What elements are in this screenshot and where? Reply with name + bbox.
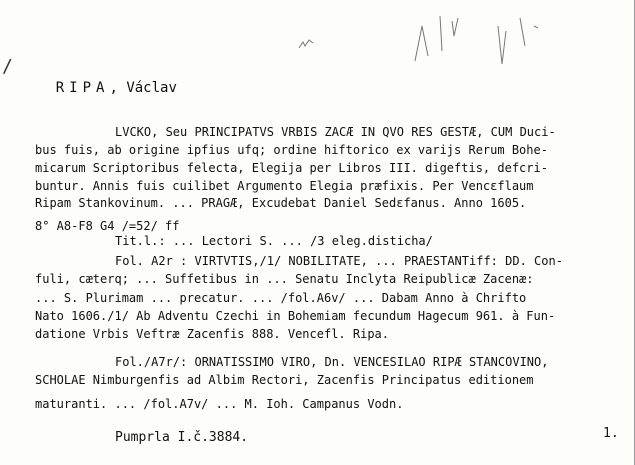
body-line: micarum Scriptoribus felecta, Elegija per Libros III. digeftis, defcri- — [35, 161, 548, 175]
body-line: maturanti. ... /fol.A7v/ ... M. Ioh. Campanus Vodn. — [35, 397, 404, 411]
body-line: ... S. Plurimam ... precatur. ... /fol.A6v/ ... Dabam Anno à Chrifto — [35, 291, 527, 305]
shelfmark: Pumprla I.č.3884. — [115, 430, 249, 445]
body-line: Fol. A2r : VIRTVTIS,/1/ NOBILITATE, ... PRAESTANTiff: DD. Con- — [115, 254, 563, 268]
body-line: fuli, cæterq; ... Suffetibus in ... Senatu Inclyta Reipublicæ Zacenæ: — [35, 272, 534, 286]
body-line: Ripam Stankovinum. ... PRAGÆ, Excudebat Daniel Sedεfanus. Anno 1605. — [35, 196, 527, 210]
body-line: Fol./A7r/: ORNATISSIMO VIRO, Dn. VENCESILAO RIPÆ STANCOVINO, — [115, 355, 549, 369]
card-number: 1. — [603, 426, 619, 441]
body-line: Tit.l.: ... Lectori S. ... /3 eleg.disticha/ — [115, 234, 433, 248]
pencil-scribble-top-right — [410, 6, 570, 66]
author-given-name: Václav — [126, 80, 177, 96]
heading-separator: , — [109, 80, 118, 96]
body-line: Nato 1606./1/ Ab Adventu Czechi in Bohemiam fecundum Hagecum 961. à Fun- — [35, 309, 556, 323]
author-surname: RIPA — [55, 80, 110, 96]
heading-mark: / — [2, 56, 13, 77]
body-line: bus fuis, ab origine ipfius ufq; ordine hiftorico ex varijs Rerum Bohe- — [35, 143, 548, 157]
body-line: datione Vrbis Veftræ Zacenfis 888. Vencefl. Ripa. — [35, 327, 390, 341]
pencil-scribble-top-center — [298, 38, 314, 50]
body-line: SCHOLAE Nimburgenfis ad Albim Rectori, Zacenfis Principatus editionem — [35, 373, 534, 387]
collation-line: 8° A8-F8 G4 /=52/ ff — [35, 219, 180, 233]
heading — [8, 64, 177, 112]
body-line: LVCKO, Seu PRINCIPATVS VRBIS ZACÆ IN QVO RES GESTÆ, CUM Duci- — [115, 125, 556, 139]
body-line: buntur. Annis fuis cuilibet Argumento Elegia præfixis. Per Vencεflaum — [35, 179, 534, 193]
